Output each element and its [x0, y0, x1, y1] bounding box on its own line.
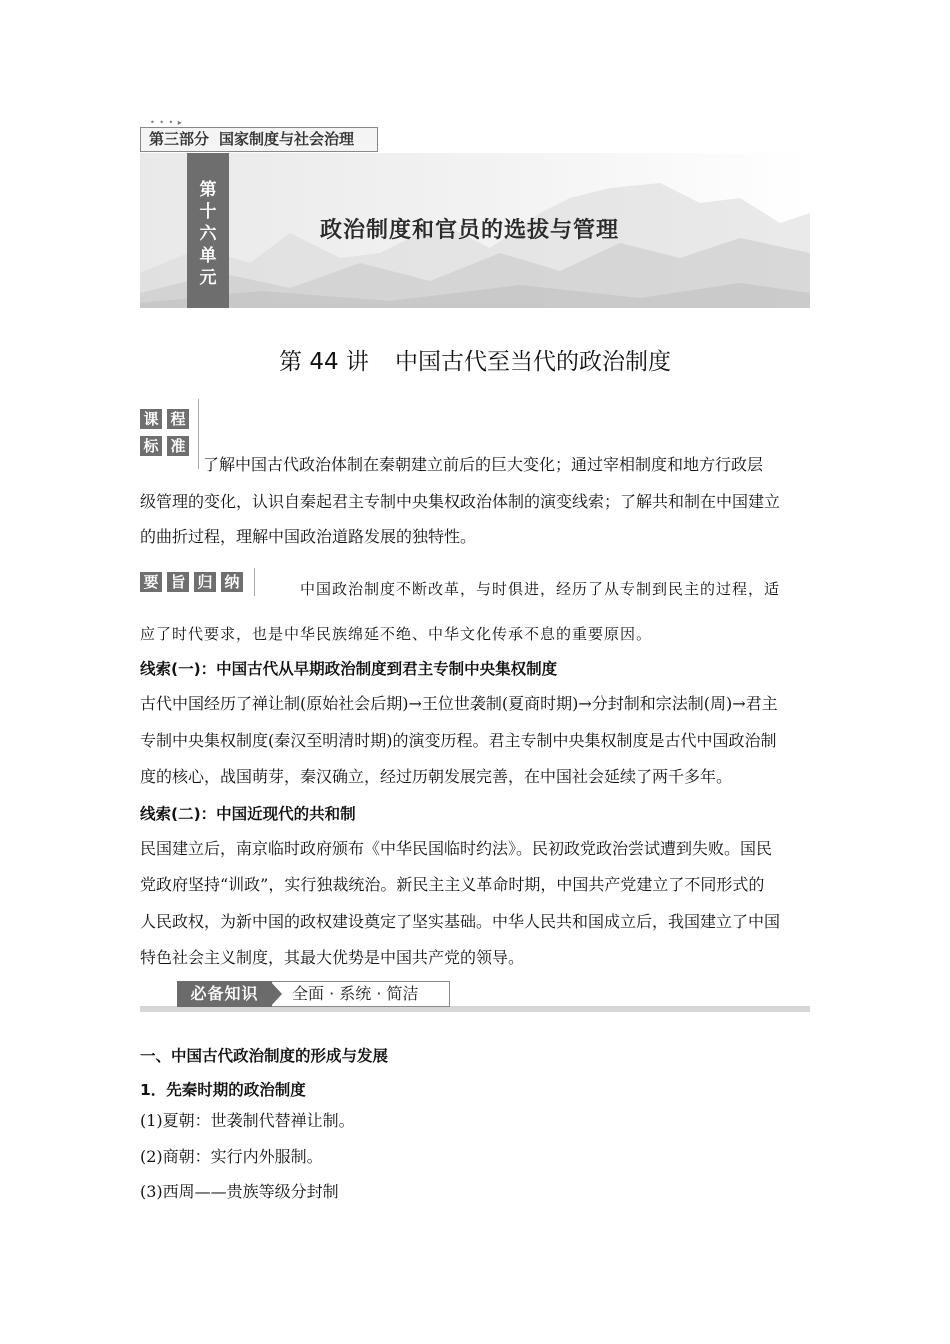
- lecture-name: 中国古代至当代的政治制度: [394, 349, 671, 375]
- clue1-line: 古代中国经历了禅让制(原始社会后期)→王位世袭制(夏商时期)→分封制和宗法制(周)→君主: [140, 694, 778, 713]
- clue1-heading: 线索(一)：中国古代从早期政治制度到君主专制中央集权制度: [140, 660, 558, 678]
- unit-banner: [140, 153, 810, 308]
- unit-char: 第: [199, 180, 217, 200]
- knowledge-item: (1)夏朝：世袭制代替禅让制。: [140, 1111, 355, 1130]
- clue2-heading: 线索(二)：中国近现代的共和制: [140, 805, 356, 823]
- unit-char: 单: [199, 246, 217, 266]
- badge-divider: [254, 568, 255, 596]
- knowledge-heading-1: 一、中国古代政治制度的形成与发展: [140, 1047, 389, 1065]
- clue2-line: 党政府坚持“训政”，实行独裁统治。新民主主义革命时期，中国共产党建立了不同形式的: [140, 875, 765, 894]
- curriculum-badge-char: 课: [140, 409, 162, 429]
- lecture-number: 第 44 讲: [279, 349, 369, 375]
- knowledge-heading-2: 1．先秦时期的政治制度: [140, 1081, 306, 1099]
- summary-badge-char: 纳: [221, 572, 243, 592]
- part-tag-dots: • • • ▸: [150, 118, 183, 127]
- section-arrow-shape: [270, 981, 282, 1007]
- curriculum-badge-char: 程: [167, 409, 189, 429]
- unit-char: 元: [199, 268, 217, 288]
- knowledge-item: (3)西周——贵族等级分封制: [140, 1182, 339, 1201]
- unit-char: 十: [199, 202, 217, 222]
- part-title: 国家制度与社会治理: [219, 130, 355, 148]
- knowledge-item: (2)商朝：实行内外服制。: [140, 1147, 323, 1166]
- unit-label: [187, 153, 229, 308]
- section-label: 必备知识: [177, 981, 272, 1007]
- clue2-line: 特色社会主义制度，其最大优势是中国共产党的领导。: [140, 948, 525, 967]
- clue2-line: 民国建立后，南京临时政府颁布《中华民国临时约法》。民初政党政治尝试遭到失败。国民: [140, 839, 773, 858]
- summary-line: 中国政治制度不断改革，与时俱进，经历了从专制到民主的过程，适: [300, 580, 781, 598]
- summary-line: 应了时代要求，也是中华民族绵延不绝、中华文化传承不息的重要原因。: [140, 625, 653, 643]
- curriculum-badge-char: 标: [140, 436, 162, 456]
- curriculum-line: 了解中国古代政治体制在秦朝建立前后的巨大变化；通过宰相制度和地方行政层: [203, 455, 764, 474]
- clue2-line: 人民政权，为新中国的政权建设奠定了坚实基础。中华人民共和国成立后，我国建立了中国: [140, 912, 781, 931]
- curriculum-line: 级管理的变化，认识自秦起君主专制中央集权政治体制的演变线索；了解共和制在中国建立: [140, 492, 781, 511]
- summary-badge-char: 归: [194, 572, 216, 592]
- unit-title: 政治制度和官员的选拔与管理: [320, 218, 620, 243]
- part-label: 第三部分: [149, 130, 210, 148]
- clue1-line: 度的核心，战国萌芽，秦汉确立，经过历朝发展完善，在中国社会延续了两千多年。: [140, 767, 733, 786]
- badge-divider: [198, 399, 199, 469]
- unit-char: 六: [199, 224, 217, 244]
- summary-badge-char: 要: [140, 572, 162, 592]
- summary-badge-char: 旨: [167, 572, 189, 592]
- part-tag: [140, 127, 378, 152]
- lecture-title: [0, 343, 950, 376]
- section-subtitle: 全面 · 系统 · 简洁: [272, 981, 450, 1007]
- curriculum-line: 的曲折过程，理解中国政治道路发展的独特性。: [140, 527, 477, 546]
- clue1-line: 专制中央集权制度(秦汉至明清时期)的演变历程。君主专制中央集权制度是古代中国政治制: [140, 731, 777, 750]
- curriculum-badge-char: 准: [167, 436, 189, 456]
